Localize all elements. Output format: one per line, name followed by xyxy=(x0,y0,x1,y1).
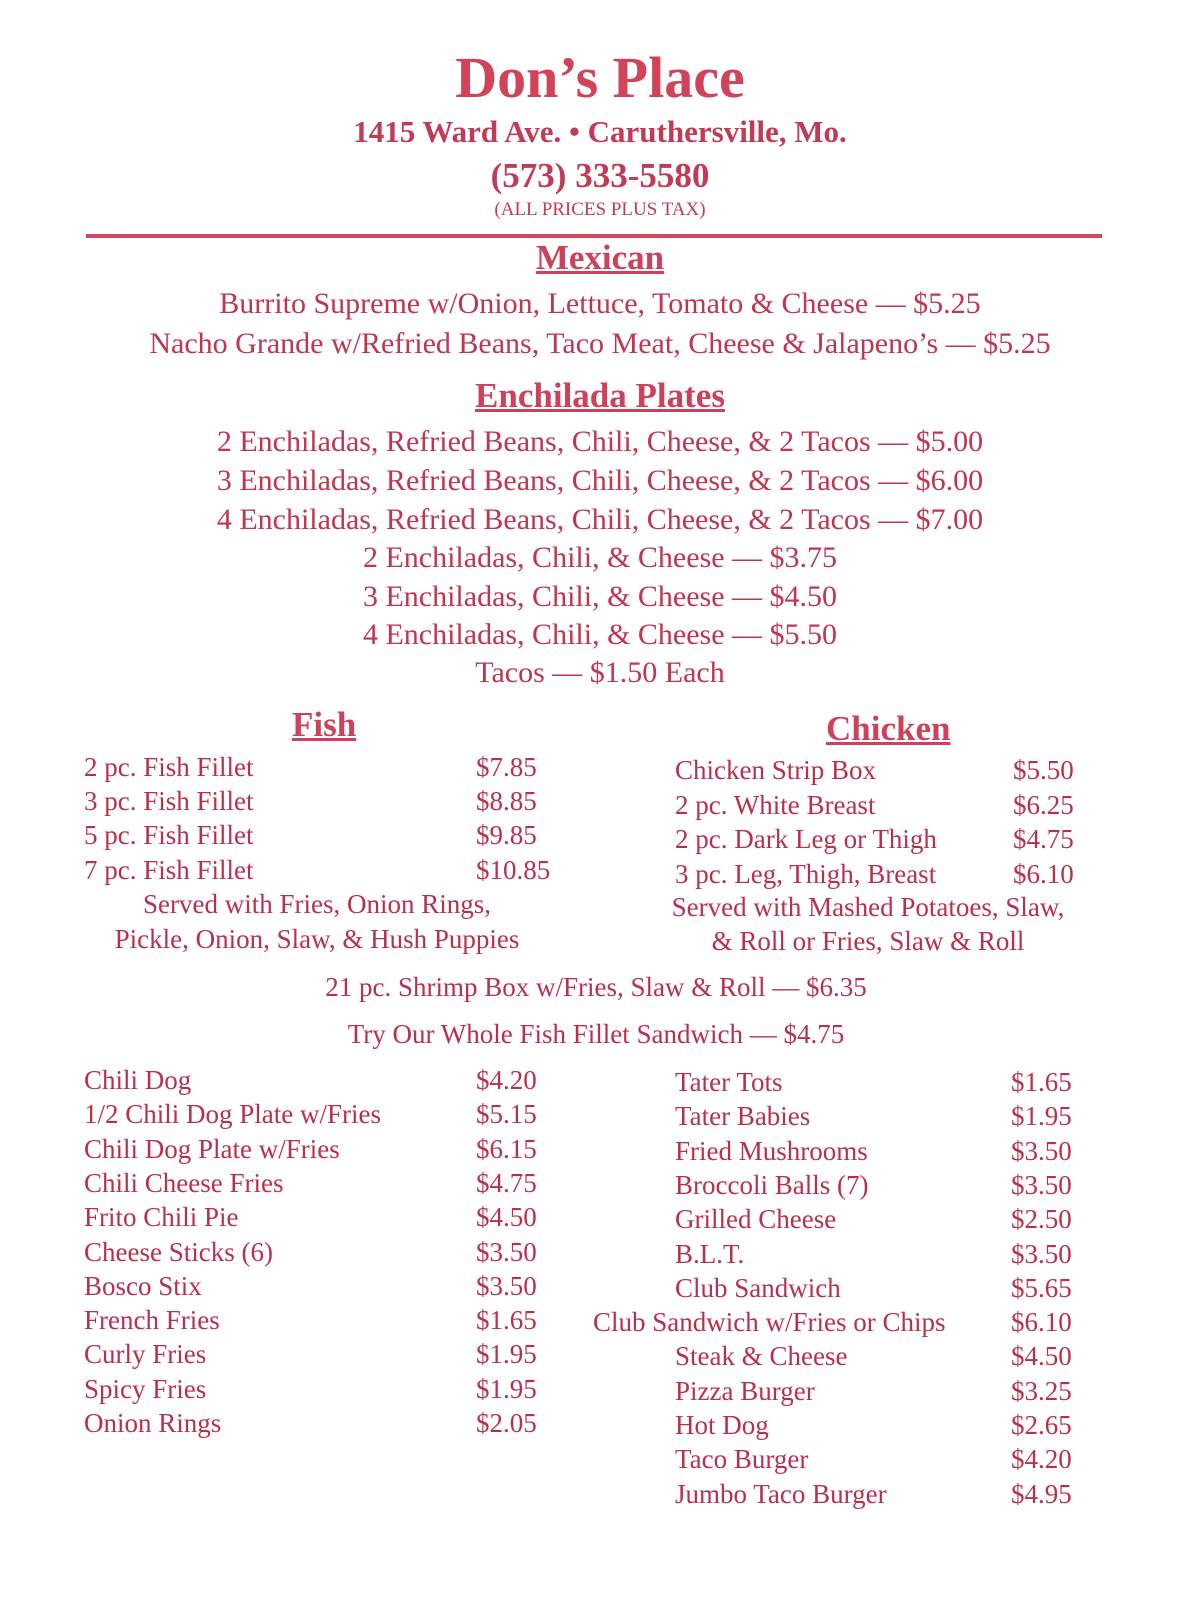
menu-line: 3 Enchiladas, Chili, & Cheese — $4.50 xyxy=(362,580,838,613)
item-name: Chicken Strip Box xyxy=(675,755,876,785)
item-price: $7.85 xyxy=(476,752,537,782)
item-price: $6.10 xyxy=(1011,1307,1072,1338)
section-heading-chicken: Chicken xyxy=(826,709,951,748)
item-name: Taco Burger xyxy=(675,1444,809,1475)
special-line: Try Our Whole Fish Fillet Sandwich — $4.75 xyxy=(347,1019,845,1049)
item-name: 7 pc. Fish Fillet xyxy=(84,855,254,885)
item-name: Tater Tots xyxy=(675,1067,783,1097)
item-name: Hot Dog xyxy=(675,1410,769,1440)
section-heading-mexican: Mexican xyxy=(535,238,665,277)
item-name: Grilled Cheese xyxy=(675,1204,837,1235)
item-name: Chili Cheese Fries xyxy=(84,1167,284,1198)
phone-number: (573) 333-5580 xyxy=(490,156,710,195)
item-name: Chili Dog Plate w/Fries xyxy=(84,1133,340,1164)
item-price: $1.95 xyxy=(1011,1101,1072,1132)
item-name: Bosco Stix xyxy=(84,1270,202,1301)
menu-line: Nacho Grande w/Refried Beans, Taco Meat, Cheese & Jalapeno’s — $5.25 xyxy=(149,327,1051,360)
item-price: $2.65 xyxy=(1011,1410,1072,1440)
item-name: 2 pc. Fish Fillet xyxy=(84,752,254,782)
item-price: $5.50 xyxy=(1013,755,1074,785)
item-price: $3.50 xyxy=(1011,1135,1072,1166)
item-name: Club Sandwich w/Fries or Chips xyxy=(593,1307,946,1338)
item-price: $1.65 xyxy=(476,1305,537,1336)
item-name: 3 pc. Leg, Thigh, Breast xyxy=(675,859,937,889)
served-with-note: Served with Fries, Onion Rings, xyxy=(143,889,491,919)
item-price: $1.95 xyxy=(476,1373,537,1404)
item-price: $6.10 xyxy=(1013,859,1074,889)
item-name: Tater Babies xyxy=(675,1101,811,1132)
item-price: $4.20 xyxy=(1011,1444,1072,1475)
menu-line: 4 Enchiladas, Chili, & Cheese — $5.50 xyxy=(362,618,838,651)
address: 1415 Ward Ave. • Caruthersville, Mo. xyxy=(353,114,847,149)
item-name: Cheese Sticks (6) xyxy=(84,1236,273,1267)
item-price: $3.50 xyxy=(1011,1169,1072,1200)
item-name: Pizza Burger xyxy=(675,1375,815,1406)
tax-note: (ALL PRICES PLUS TAX) xyxy=(494,199,706,220)
item-name: Onion Rings xyxy=(84,1408,222,1438)
item-price: $4.50 xyxy=(476,1202,537,1233)
item-name: French Fries xyxy=(84,1305,220,1336)
item-price: $1.65 xyxy=(1011,1067,1072,1097)
item-name: 3 pc. Fish Fillet xyxy=(84,786,254,816)
served-with-note: Pickle, Onion, Slaw, & Hush Puppies xyxy=(114,924,520,954)
menu-line: Tacos — $1.50 Each xyxy=(475,656,725,689)
section-heading-enchilada: Enchilada Plates xyxy=(475,376,725,415)
item-name: Frito Chili Pie xyxy=(84,1202,239,1233)
item-price: $2.50 xyxy=(1011,1204,1072,1235)
special-line: 21 pc. Shrimp Box w/Fries, Slaw & Roll — $6.35 xyxy=(325,972,867,1002)
item-price: $5.15 xyxy=(476,1099,537,1130)
item-price: $4.95 xyxy=(1011,1478,1072,1509)
restaurant-name: Don’s Place xyxy=(455,45,745,110)
item-name: Jumbo Taco Burger xyxy=(675,1478,887,1509)
item-price: $5.65 xyxy=(1011,1272,1072,1303)
item-price: $1.95 xyxy=(476,1339,537,1370)
item-price: $2.05 xyxy=(476,1408,537,1438)
item-name: 2 pc. Dark Leg or Thigh xyxy=(675,824,937,854)
item-name: 1/2 Chili Dog Plate w/Fries xyxy=(84,1099,381,1130)
item-price: $4.50 xyxy=(1011,1341,1072,1372)
item-name: 2 pc. White Breast xyxy=(675,790,876,820)
served-with-note: Served with Mashed Potatoes, Slaw, xyxy=(671,892,1065,922)
served-with-note: & Roll or Fries, Slaw & Roll xyxy=(711,926,1025,956)
item-name: Club Sandwich xyxy=(675,1272,841,1303)
item-name: 5 pc. Fish Fillet xyxy=(84,820,254,850)
menu-line: 2 Enchiladas, Chili, & Cheese — $3.75 xyxy=(362,541,838,574)
item-price: $4.75 xyxy=(476,1167,537,1198)
item-price: $9.85 xyxy=(476,820,537,850)
item-price: $6.15 xyxy=(476,1133,537,1164)
item-name: Curly Fries xyxy=(84,1339,207,1370)
item-price: $3.50 xyxy=(1011,1238,1072,1269)
item-name: Fried Mushrooms xyxy=(675,1135,868,1166)
item-price: $6.25 xyxy=(1013,790,1074,820)
menu-line: Burrito Supreme w/Onion, Lettuce, Tomato & Cheese — $5.25 xyxy=(219,287,981,320)
menu-line: 4 Enchiladas, Refried Beans, Chili, Cheese, & 2 Tacos — $7.00 xyxy=(216,503,984,536)
item-name: Steak & Cheese xyxy=(675,1341,848,1372)
menu-line: 3 Enchiladas, Refried Beans, Chili, Cheese, & 2 Tacos — $6.00 xyxy=(216,464,984,497)
item-price: $3.50 xyxy=(476,1270,537,1301)
menu-line: 2 Enchiladas, Refried Beans, Chili, Cheese, & 2 Tacos — $5.00 xyxy=(216,425,984,458)
item-price: $8.85 xyxy=(476,786,537,816)
item-price: $3.50 xyxy=(476,1236,537,1267)
item-price: $3.25 xyxy=(1011,1375,1072,1406)
item-name: B.L.T. xyxy=(675,1238,745,1269)
item-price: $4.75 xyxy=(1013,824,1074,854)
item-name: Chili Dog xyxy=(84,1065,192,1095)
item-name: Spicy Fries xyxy=(84,1373,207,1404)
section-heading-fish: Fish xyxy=(292,705,357,744)
item-name: Broccoli Balls (7) xyxy=(675,1169,869,1200)
item-price: $4.20 xyxy=(476,1065,537,1095)
item-price: $10.85 xyxy=(476,855,551,885)
